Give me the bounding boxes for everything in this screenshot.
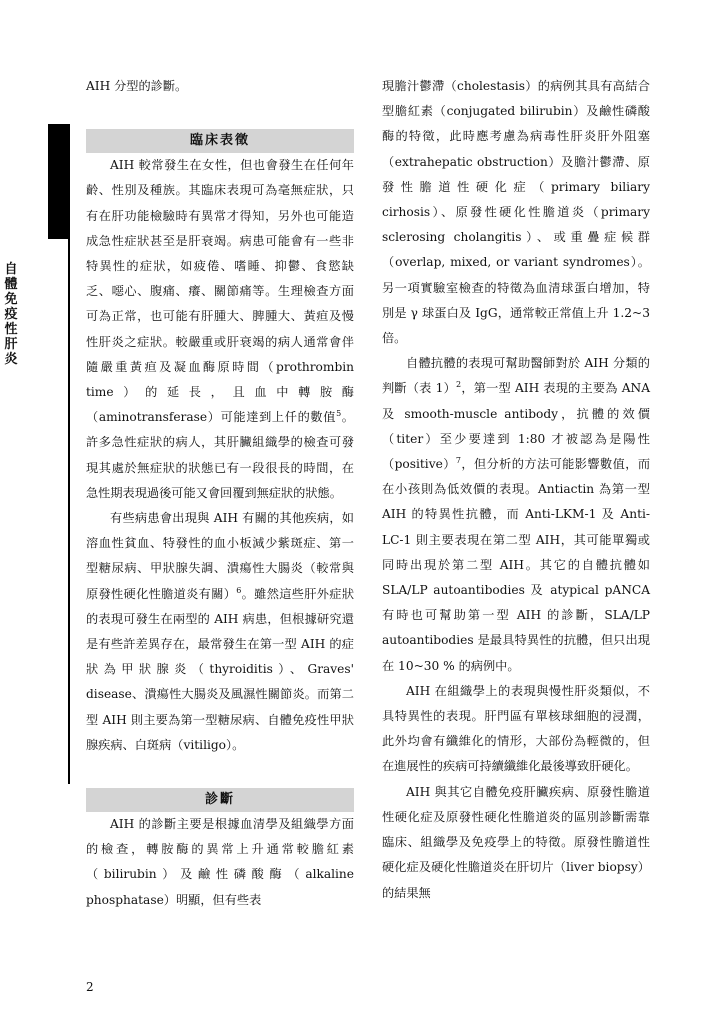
side-label-char: 肝: [4, 337, 18, 352]
spacer: [86, 758, 354, 782]
page-number: 2: [86, 980, 94, 994]
spacer: [86, 99, 354, 123]
side-label-char: 炎: [4, 352, 18, 367]
citation-2: 2: [456, 380, 462, 390]
citation-5: 5: [336, 409, 342, 419]
continued-paragraph: 現膽汁鬱滯（cholestasis）的病例其具有高結合型膽紅素（conjugated bilirubin）及鹼性磷酸酶的特徵，此時應考慮為病毒性肝炎肝外阻塞（extrahepatic obstruction）及膽汁鬱滯、原發性膽道性硬化症（primary biliary cirhosis）、原發性硬化性膽道炎（primary sclerosing cholangitis）、或重疊症候群（overlap, mixed, or variant syndromes）。另一項實驗室檢查的特徵為血清球蛋白增加，特別是 γ 球蛋白及 IgG，通常較正常值上升 1.2~3 倍。: [382, 79, 650, 346]
citation-6: 6: [236, 585, 242, 595]
side-label-char: 性: [4, 322, 18, 337]
autoantibody-text-a: 自體抗體的表現可幫助醫師對於 AIH 分類的判斷（表 1）: [382, 356, 650, 396]
histology-paragraph: AIH 在組織學上的表現與慢性肝炎類似，不具特異性的表現。肝門區有單核球細胞的浸潤，此外均會有纖維化的情形，大部份為輕微的，但在進展性的疾病可持續纖維化最後導致肝硬化。: [382, 683, 650, 774]
side-label-char: 自: [4, 262, 18, 277]
intro-paragraph: AIH 分型的診斷。: [86, 79, 188, 93]
autoantibody-text-c: ，但分析的方法可能影響數值，而在小孩則為低效價的表現。Antiactin 為第一型 AIH 的特異性抗體，而 Anti-LKM-1 及 Anti-LC-1 則主要表現在第二型 AIH，其可能單獨或同時出現於第二型 AIH。其它的自體抗體如 SLA/LP autoantibodies 及 atypical pANCA 有時也可幫助第一型 AIH 的診斷，SLA/LP autoantibodies 是最具特異性的抗體，但只出現在 10~30 % 的病例中。: [382, 457, 651, 673]
extrahepatic-paragraph: [86, 506, 354, 758]
extrahepatic-text-a: 有些病患會出現與 AIH 有關的其他疾病，如溶血性貧血、特發性的血小板減少紫斑症、第一型糖尿病、甲狀腺失調、潰瘍性大腸炎（較常與原發性硬化性膽道炎有關）: [86, 511, 354, 601]
clinical-paragraph: [86, 153, 354, 506]
margin-tab-block: [48, 124, 68, 239]
left-column: [86, 74, 354, 913]
section-heading-clinical: 臨床表徵: [86, 129, 354, 153]
margin-rule: [68, 124, 70, 784]
right-column: [382, 74, 650, 906]
clinical-text-b: 。許多急性症狀的病人，其肝臟組織學的檢查可發現其處於無症狀的狀態已有一段很長的時間，在急性期表現過後可能又會回覆到無症狀的狀態。: [86, 410, 354, 500]
autoantibody-paragraph: [382, 351, 650, 679]
autoantibody-text-b: ，第一型 AIH 表現的主要為 ANA 及 smooth-muscle antibody，抗體的效價（titer）至少要達到 1:80 才被認為是陽性（positive）: [382, 381, 650, 472]
side-label-char: 體: [4, 277, 18, 292]
extrahepatic-text-b: 。雖然這些肝外症狀的表現可發生在兩型的 AIH 病患，但根據研究還是有些許差異存在，最常發生在第一型 AIH 的症狀為甲狀腺炎（thyroiditis）、Graves' disease、潰瘍性大腸炎及風濕性關節炎。而第二型 AIH 則主要為第一型糖尿病、自體免疫性甲狀腺疾病、白斑病（vitiligo）。: [86, 586, 355, 752]
diagnosis-paragraph: AIH 的診斷主要是根據血清學及組織學方面的檢查，轉胺酶的異常上升通常較膽紅素（bilirubin）及鹼性磷酸酶（alkaline phosphatase）明顯，但有些表: [86, 817, 354, 907]
side-label-char: 疫: [4, 307, 18, 322]
citation-7: 7: [455, 455, 461, 465]
side-label-char: 免: [4, 292, 18, 307]
section-heading-diagnosis: 診斷: [86, 788, 354, 812]
chapter-side-label: [0, 262, 22, 367]
differential-paragraph: AIH 與其它自體免疫肝臟疾病、原發性膽道性硬化症及原發性硬化性膽道炎的區別診斷需靠臨床、組織學及免疫學上的特徵。原發性膽道性硬化症及硬化性膽道炎在肝切片（liver biopsy）的結果無: [382, 784, 650, 900]
clinical-text-a: AIH 較常發生在女性，但也會發生在任何年齡、性別及種族。其臨床表現可為毫無症狀，只有在肝功能檢驗時有異常才得知，另外也可能造成急性症狀甚至是肝衰竭。病患可能會有一些非特異性的症狀，如疲倦、嗜睡、抑鬱、食慾缺乏、噁心、腹痛、癢、關節痛等。生理檢查方面可為正常，也可能有肝腫大、脾腫大、黃疸及慢性肝炎之症狀。較嚴重或肝衰竭的病人通常會伴隨嚴重黃疸及凝血酶原時間（prothrombin time）的延長，且血中轉胺酶（aminotransferase）可能達到上仟的數值: [86, 158, 354, 425]
